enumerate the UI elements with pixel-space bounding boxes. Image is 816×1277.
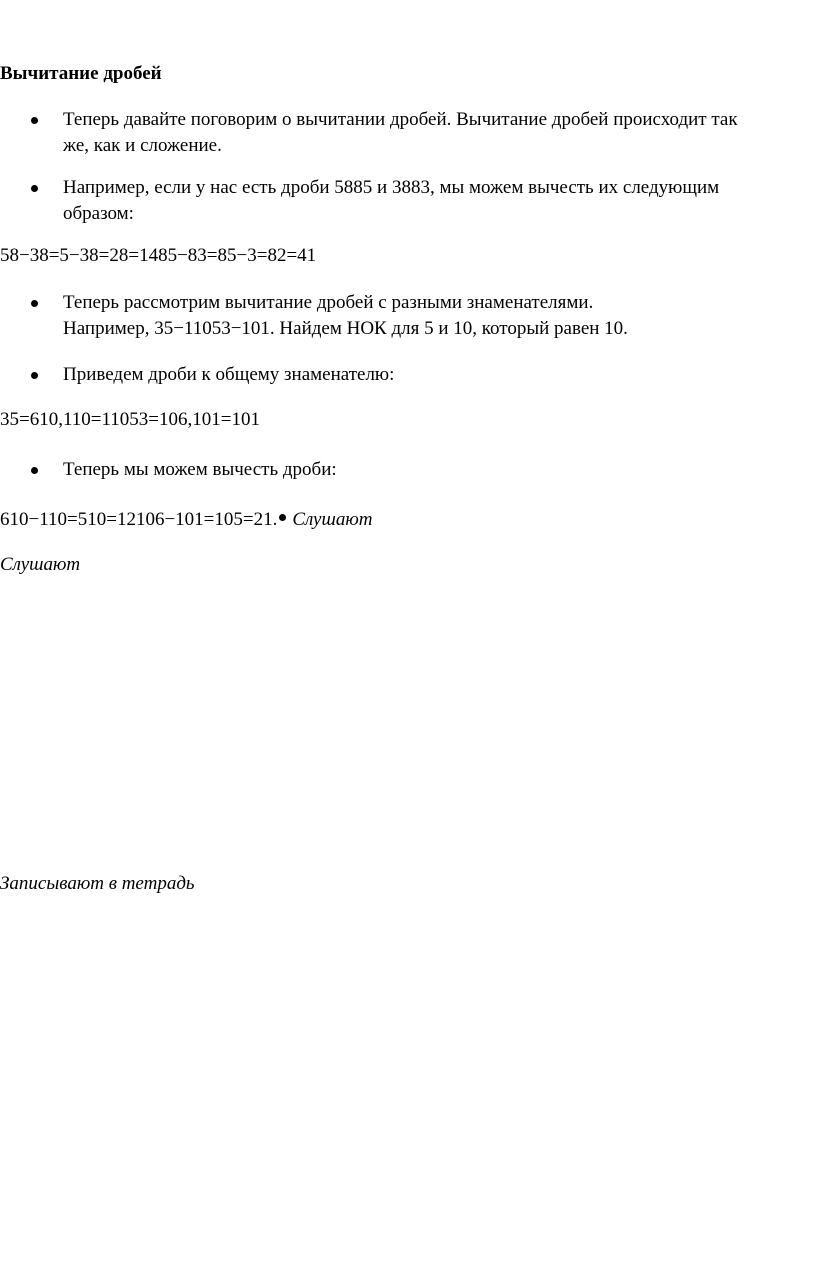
- bullet-icon: [31, 372, 38, 379]
- bullet-line: же, как и сложение.: [63, 135, 222, 156]
- bullet-icon: [31, 300, 38, 307]
- bullet-text: [63, 362, 813, 388]
- bullet-line: Теперь давайте поговорим о вычитании дробей. Вычитание дробей происходит так: [63, 109, 738, 130]
- bullet-line: Например, 35−11053−101. Найдем НОК для 5 и 10, который равен 10.: [63, 318, 628, 339]
- bullet-icon: [31, 467, 38, 474]
- formula-line: [0, 507, 372, 533]
- bullet-line: Например, если у нас есть дроби 5885 и 3883, мы можем вычесть их следующим: [63, 177, 720, 198]
- bullet-text: [63, 290, 813, 342]
- bullet-text: [63, 107, 813, 159]
- bullet-line: Теперь мы можем вычесть дроби:: [63, 459, 337, 480]
- formula-text: 610−110=510=12106−101=105=21.: [0, 509, 278, 530]
- listen-note: Слушают: [0, 554, 81, 575]
- bullet-line: Теперь рассмотрим вычитание дробей с разными знаменателями.: [63, 292, 594, 313]
- bullet-icon: [31, 185, 38, 192]
- formula-line: 35=610,110=11053=106,101=101: [0, 409, 260, 430]
- document-title: Вычитание дробей: [0, 63, 162, 84]
- bullet-line: образом:: [63, 203, 134, 224]
- bullet-line: Приведем дроби к общему знаменателю:: [63, 364, 395, 385]
- bullet-text: [63, 175, 813, 227]
- bullet-icon: [279, 514, 286, 521]
- bullet-text: [63, 457, 813, 483]
- formula-line: 58−38=5−38=28=1485−83=85−3=82=41: [0, 245, 317, 266]
- write-note: Записывают в тетрадь: [0, 873, 195, 894]
- bullet-icon: [31, 117, 38, 124]
- listen-note: Слушают: [292, 509, 373, 530]
